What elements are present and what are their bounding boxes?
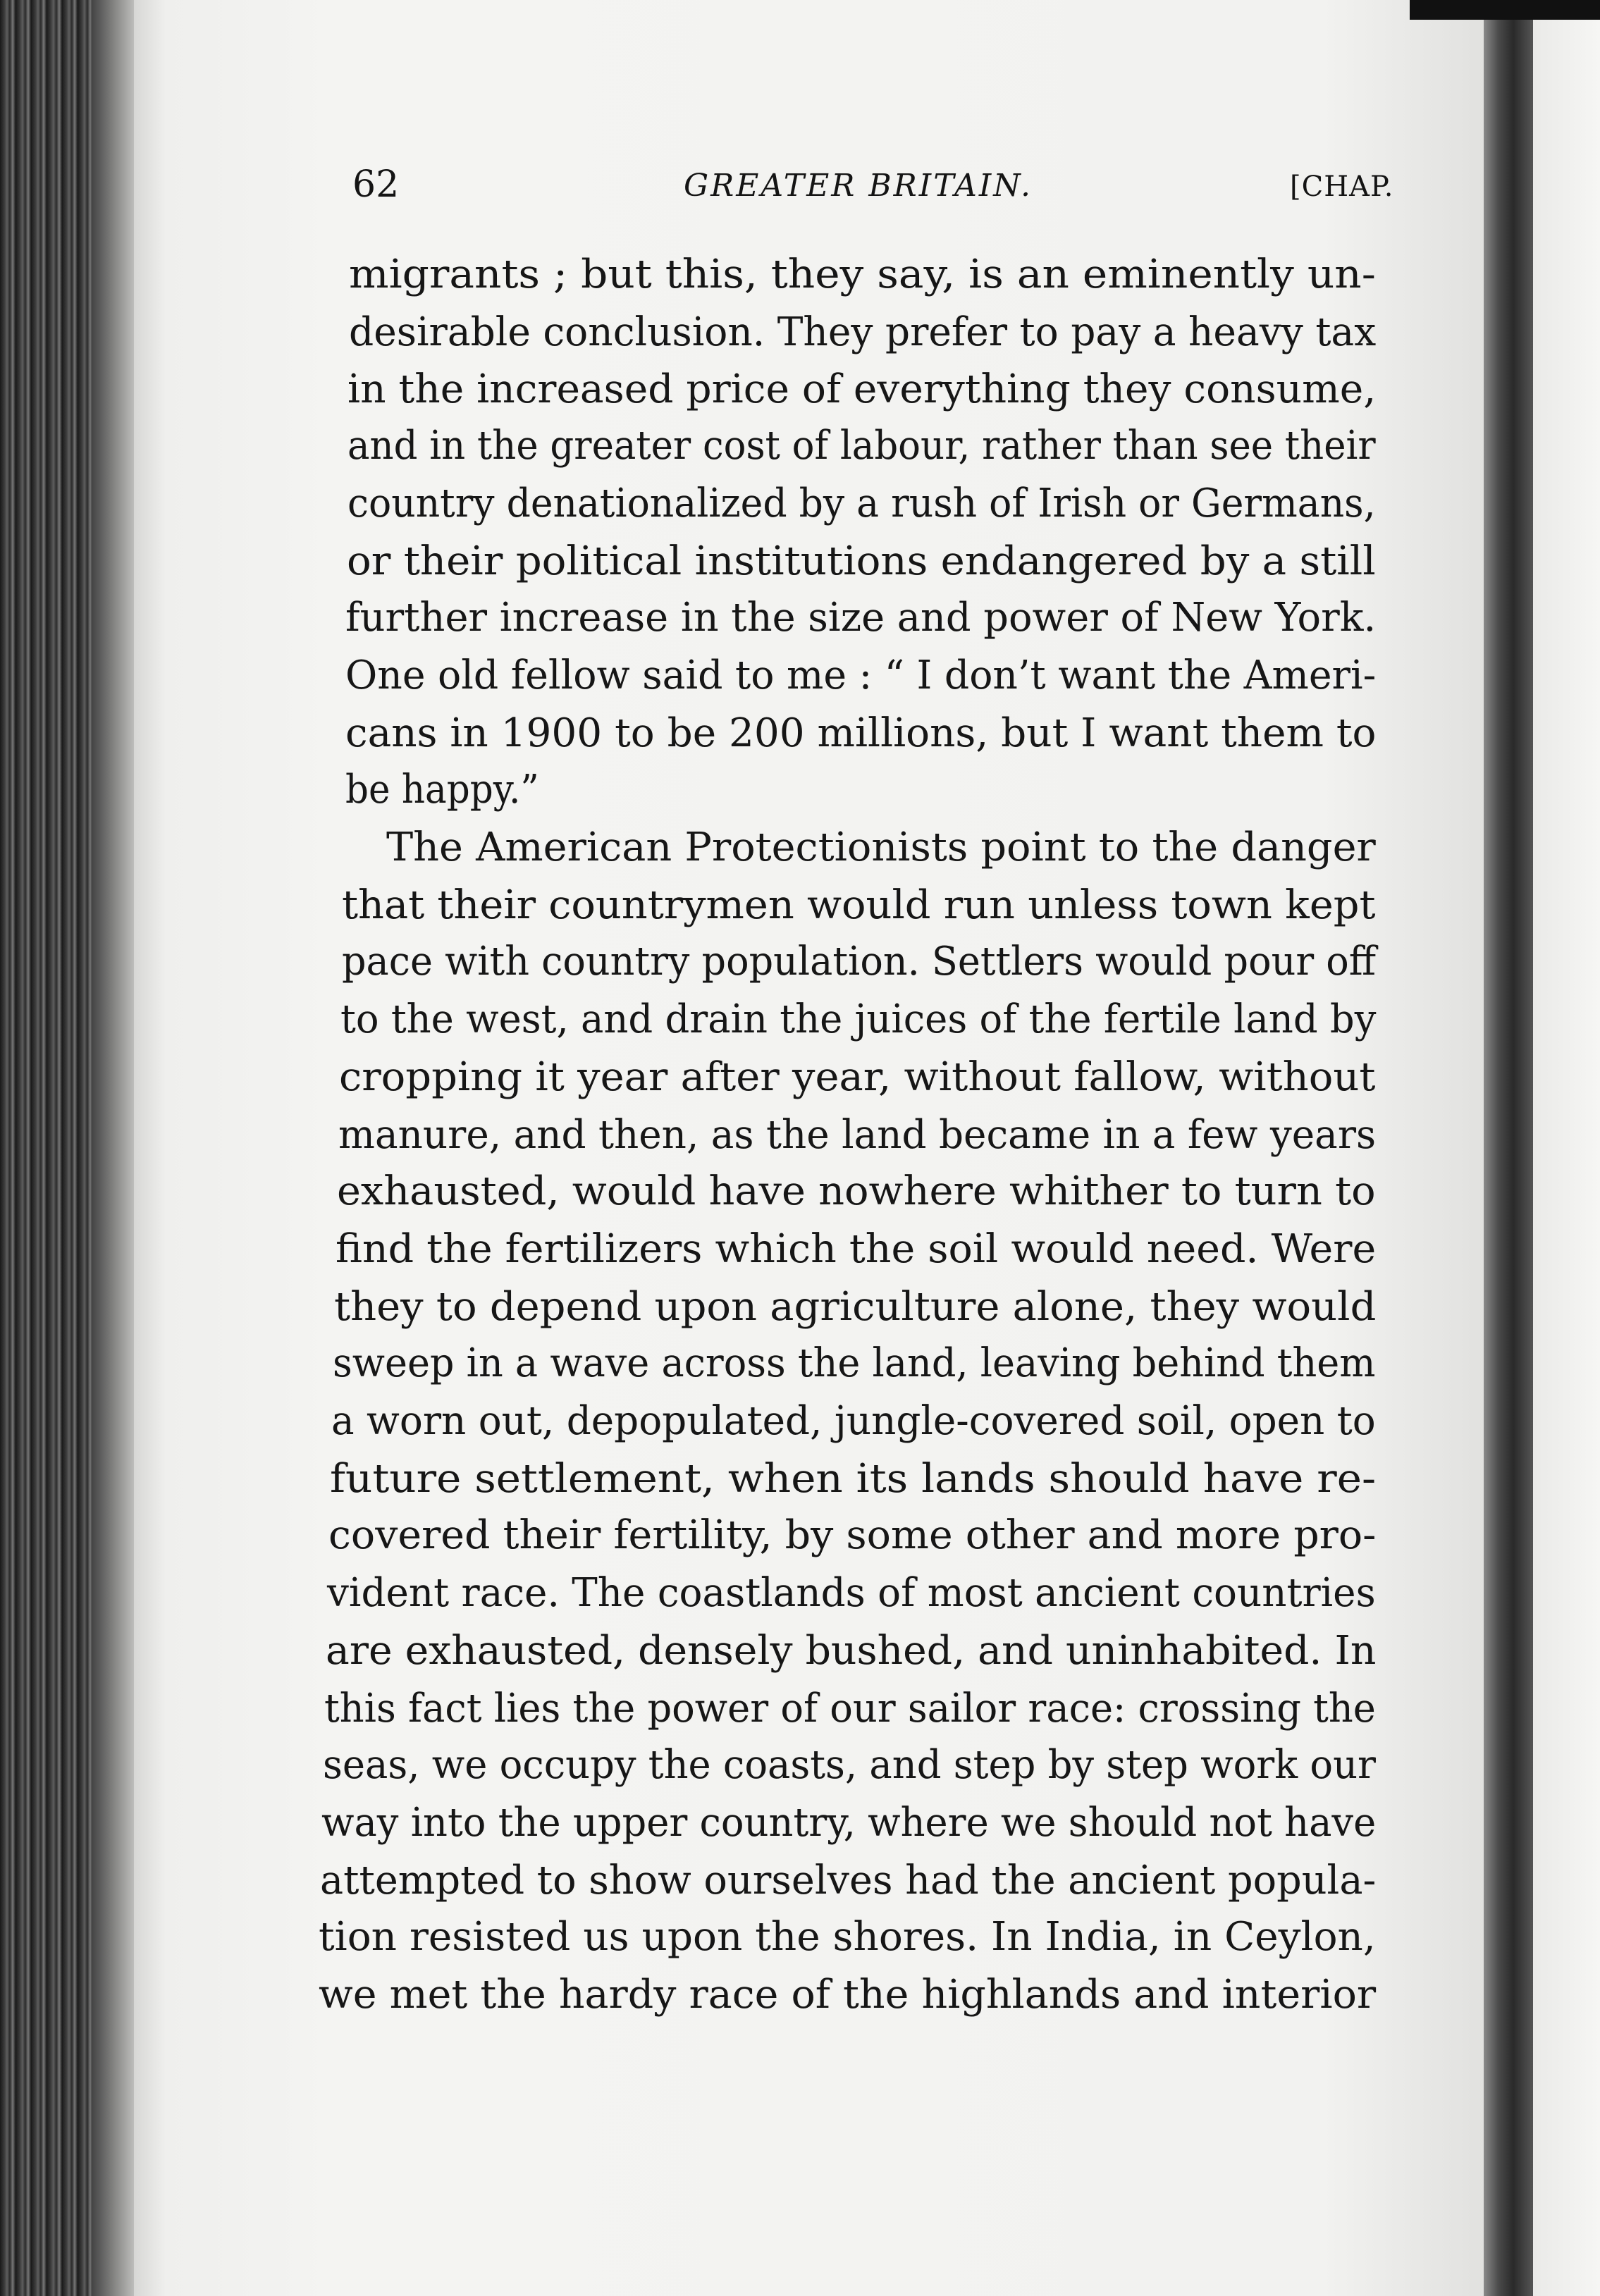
text-line: migrants ; but this, they say, is an eminently un- — [349, 252, 1376, 297]
text-line: exhausted, would have nowhere whither to turn to — [337, 1168, 1376, 1214]
text-line: a worn out, depopulated, jungle-covered soil, open to — [331, 1398, 1376, 1444]
text-line: One old fellow said to me : “ I don’t want the Ameri- — [345, 653, 1377, 698]
text-line: in the increased price of everything they consume, — [347, 366, 1377, 412]
text-line: pace with country population. Settlers would pour off — [342, 939, 1377, 985]
text-line: tion resisted us upon the shores. In India, in Ceylon, — [319, 1914, 1376, 1960]
page-number: 62 — [352, 163, 400, 206]
text-line: or their political institutions endangered by a still — [347, 538, 1376, 584]
text-line: they to depend upon agriculture alone, they would — [334, 1284, 1377, 1330]
text-line: way into the upper country, where we should not have — [321, 1800, 1377, 1846]
text-line: further increase in the size and power of New York. — [345, 595, 1377, 641]
chapter-mark: [CHAP. — [1290, 171, 1394, 203]
text-line: country denationalized by a rush of Irish or Germans, — [347, 481, 1376, 526]
text-line: covered their fertility, by some other and more pro- — [328, 1512, 1377, 1558]
text-line: be happy.” — [345, 767, 539, 813]
text-line: find the fertilizers which the soil would need. Were — [336, 1226, 1377, 1272]
text-line: sweep in a wave across the land, leaving behind them — [333, 1340, 1376, 1386]
text-line: The American Protectionists point to the danger — [386, 825, 1376, 870]
text-line: we met the hardy race of the highlands and interior — [319, 1972, 1377, 2018]
text-line: cropping it year after year, without fallow, without — [339, 1054, 1376, 1100]
text-line: that their countrymen would run unless town kept — [342, 882, 1376, 928]
text-line: are exhausted, densely bushed, and uninhabited. In — [326, 1628, 1377, 1674]
text-line: seas, we occupy the coasts, and step by step work our — [323, 1742, 1376, 1788]
text-line: future settlement, when its lands should have re- — [330, 1456, 1377, 1502]
text-line: vident race. The coastlands of most ancient countries — [327, 1570, 1376, 1616]
text-line: to the west, and drain the juices of the fertile land by — [340, 996, 1377, 1042]
text-line: this fact lies the power of our sailor race: crossing the — [324, 1686, 1376, 1732]
text-line: attempted to show ourselves had the ancient popula- — [320, 1858, 1377, 1903]
text-line: manure, and then, as the land became in a few years — [338, 1112, 1377, 1158]
running-title: GREATER BRITAIN. — [684, 168, 1033, 204]
text-line: cans in 1900 to be 200 millions, but I want them to — [345, 710, 1377, 756]
text-line: and in the greater cost of labour, rather than see their — [347, 423, 1376, 469]
text-line: desirable conclusion. They prefer to pay a heavy tax — [349, 309, 1377, 355]
